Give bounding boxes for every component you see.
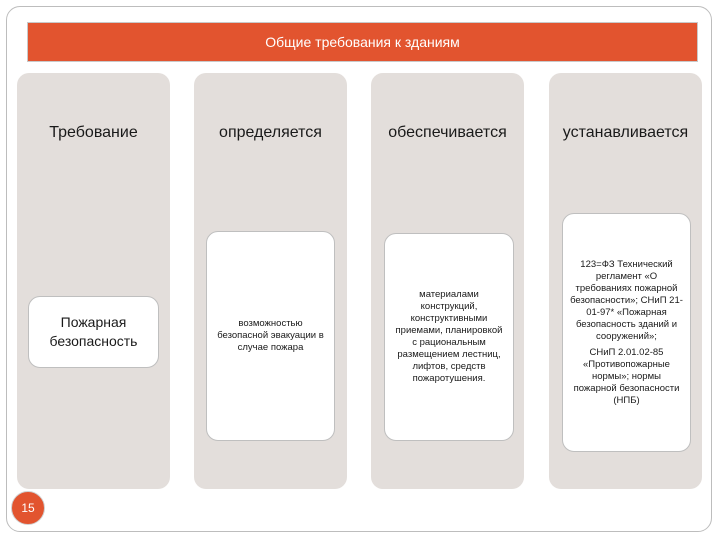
- card-evacuation: [206, 231, 335, 441]
- column-header-established: устанавливается: [562, 124, 689, 141]
- card-evacuation-text: возможностью безопасной эвакуации в случае пожара: [217, 318, 324, 353]
- card-regulations-text-2: СНиП 2.01.02-85 «Противопожарные нормы»; нормы пожарной безопасности (НПБ): [573, 346, 680, 406]
- title-bar: [27, 22, 698, 62]
- card-materials: [384, 233, 514, 441]
- column-header-determined: определяется: [219, 124, 322, 141]
- card-regulations-text-1: 123=ФЗ Технический регламент «О требованиях пожарной безопасности»; СНиП 21-01-97* «Пожарная безопасность зданий и сооружений»;: [570, 258, 683, 342]
- card-fire-safety: [28, 296, 159, 368]
- page-number: 15: [21, 501, 35, 515]
- card-regulations: [562, 213, 691, 452]
- page-number-badge: [11, 491, 45, 525]
- card-materials-text: материалами конструкций, конструктивными приемами, планировкой с рациональным размещением лестниц, лифтов, средств пожаротушения.: [395, 289, 503, 384]
- column-header-provided: обеспечивается: [388, 124, 507, 141]
- column-header-requirement: Требование: [49, 124, 138, 141]
- card-fire-safety-text: Пожарная безопасность: [49, 314, 138, 349]
- slide-title: Общие требования к зданиям: [265, 34, 460, 50]
